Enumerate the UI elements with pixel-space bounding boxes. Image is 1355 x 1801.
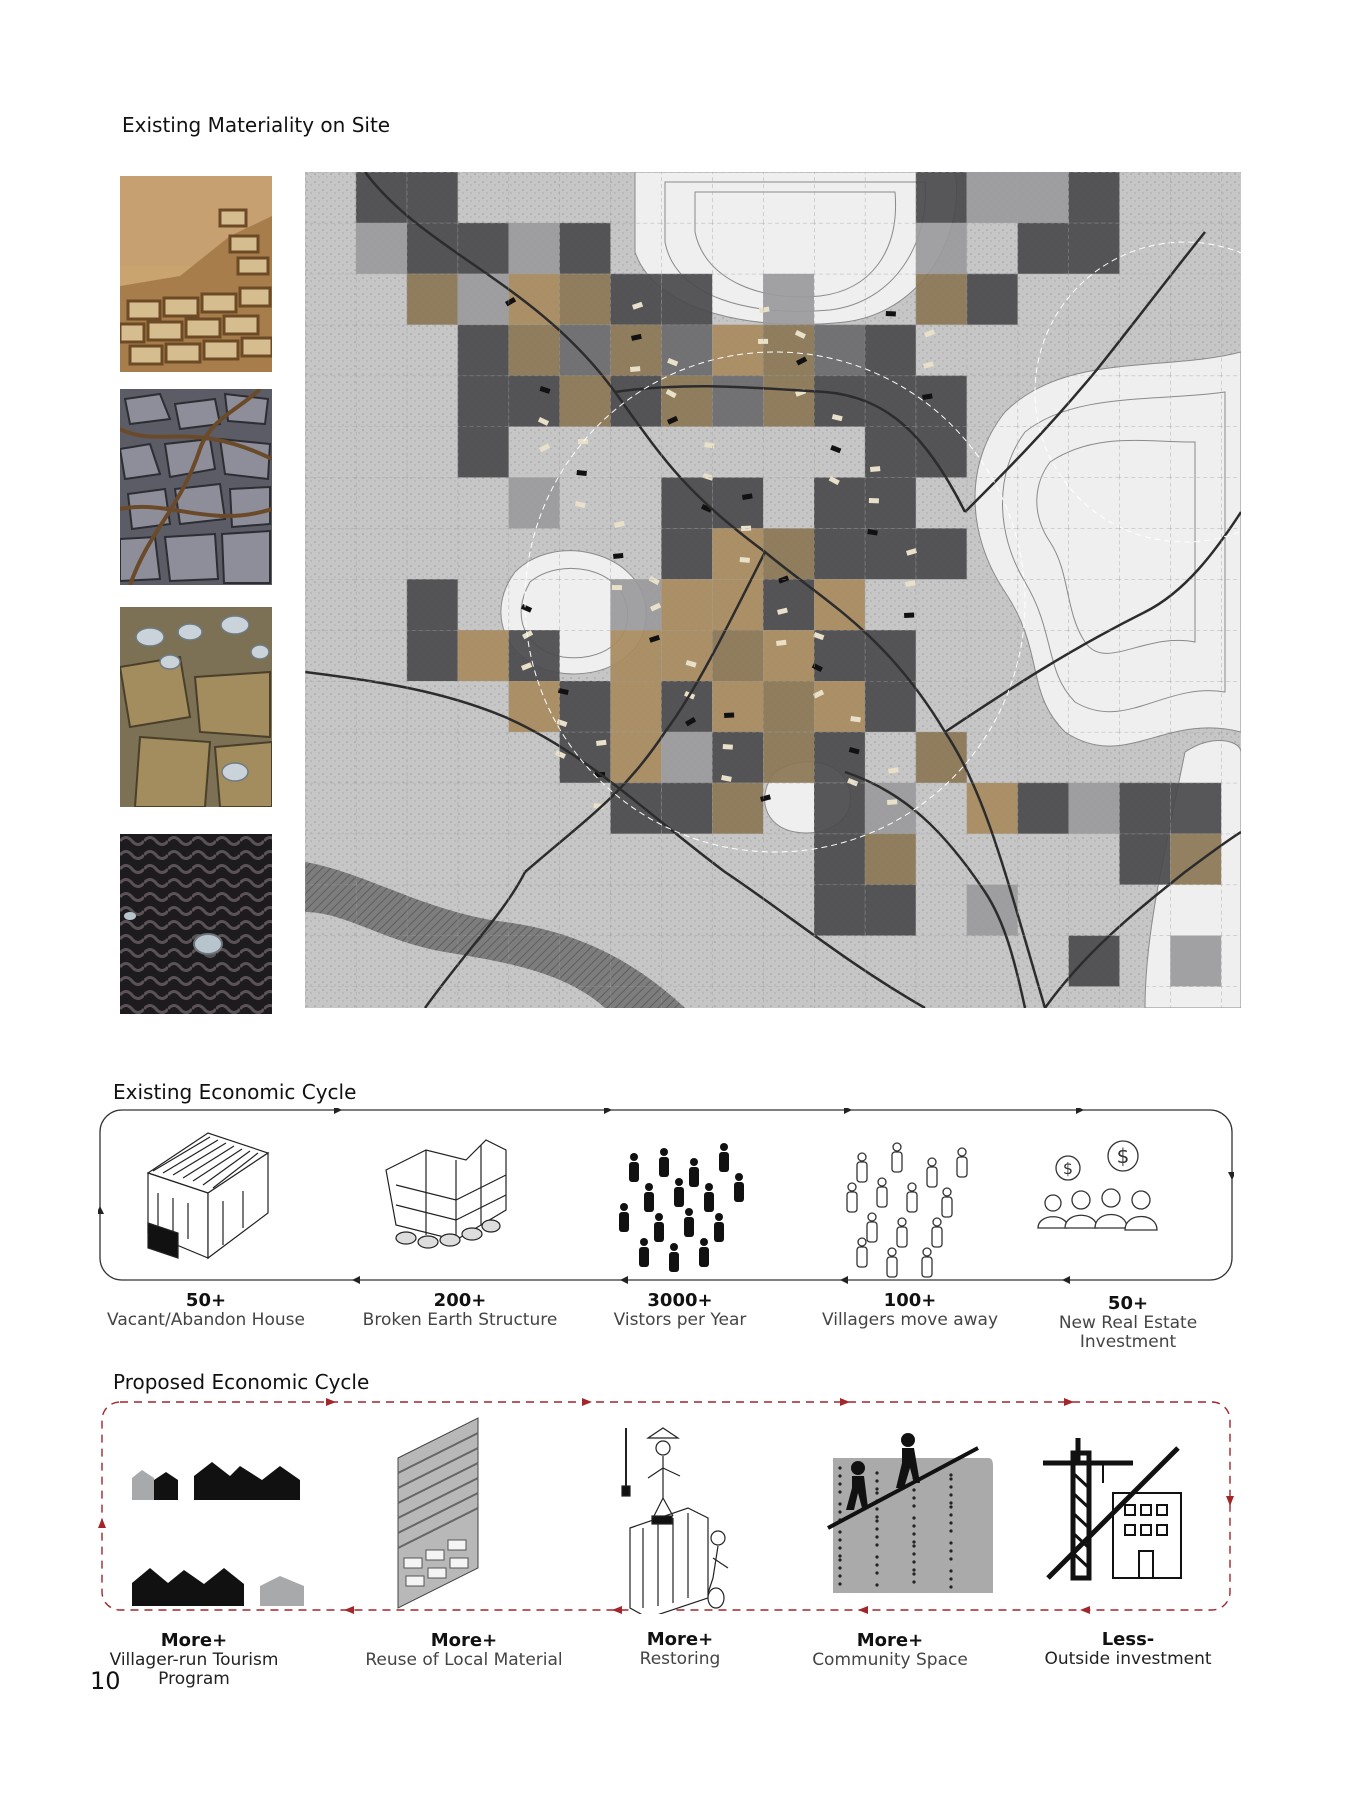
- proposed-stage-3-label: Restoring: [639, 1649, 721, 1669]
- swatch-earth-brick: [120, 176, 272, 372]
- site-map: [305, 172, 1241, 1008]
- real-estate-investor-icon: [1038, 1141, 1157, 1230]
- existing-stage-4-label: Villagers move away: [821, 1310, 999, 1330]
- proposed-stage-4: [770, 1630, 1010, 1670]
- local-material-layers-icon: [398, 1418, 478, 1608]
- swatch-stone-ceramic: [120, 607, 272, 807]
- proposed-stage-1-label: Villager-run Tourism Program: [109, 1650, 279, 1689]
- existing-stage-4-count: 100+: [883, 1290, 937, 1311]
- proposed-stage-3: [560, 1629, 800, 1669]
- existing-stage-5: [1008, 1293, 1248, 1352]
- proposed-stage-2: [344, 1630, 584, 1670]
- existing-stage-4: [790, 1290, 1030, 1330]
- swatch-woven-tile: [120, 834, 272, 1014]
- proposed-stage-5: [1008, 1629, 1248, 1669]
- existing-stage-5-label-line2: Investment: [1079, 1332, 1177, 1352]
- proposed-stage-5-trend: Less-: [1101, 1629, 1155, 1650]
- village-houses-icon: [132, 1462, 304, 1606]
- existing-stage-2-label: Broken Earth Structure: [362, 1310, 558, 1330]
- page-number: 10: [90, 1667, 121, 1695]
- existing-stage-3-count: 3000+: [647, 1290, 713, 1311]
- existing-stage-3: [560, 1290, 800, 1330]
- community-space-icon: [828, 1433, 993, 1593]
- svg-text:$: $: [1116, 1144, 1130, 1168]
- proposed-stage-2-trend: More+: [430, 1630, 498, 1651]
- swatch-stone-roots: [120, 389, 272, 585]
- existing-stage-3-label: Vistors per Year: [613, 1310, 747, 1330]
- existing-stage-2: [340, 1290, 580, 1330]
- abandoned-house-icon: [148, 1133, 268, 1258]
- proposed-stage-1-trend: More+: [160, 1630, 228, 1651]
- existing-cycle-loop: [98, 1108, 1234, 1284]
- proposed-stage-5-label: Outside investment: [1044, 1649, 1212, 1669]
- villagers-leaving-icon: [847, 1143, 967, 1277]
- svg-text:$: $: [1062, 1159, 1074, 1178]
- existing-stage-2-count: 200+: [433, 1290, 487, 1311]
- proposed-stage-4-label: Community Space: [812, 1650, 968, 1670]
- proposed-stage-4-trend: More+: [856, 1630, 924, 1651]
- broken-earth-structure-icon: [386, 1140, 506, 1248]
- restoring-workers-icon: [622, 1428, 728, 1614]
- existing-stage-1-count: 50+: [185, 1290, 227, 1311]
- existing-stage-1: [86, 1290, 326, 1330]
- existing-cycle-heading: Existing Economic Cycle: [113, 1080, 357, 1104]
- existing-stage-5-count: 50+: [1107, 1293, 1149, 1314]
- existing-stage-5-label: New Real Estate: [1058, 1313, 1198, 1333]
- visitors-crowd-icon: [619, 1143, 744, 1272]
- materiality-heading: Existing Materiality on Site: [122, 113, 391, 137]
- proposed-cycle-loop: [98, 1398, 1234, 1614]
- crossed-construction-icon: [1043, 1438, 1181, 1578]
- proposed-cycle-heading: Proposed Economic Cycle: [113, 1370, 370, 1394]
- existing-stage-1-label: Vacant/Abandon House: [107, 1310, 305, 1330]
- proposed-stage-2-label: Reuse of Local Material: [365, 1650, 563, 1670]
- proposed-stage-3-trend: More+: [646, 1629, 714, 1650]
